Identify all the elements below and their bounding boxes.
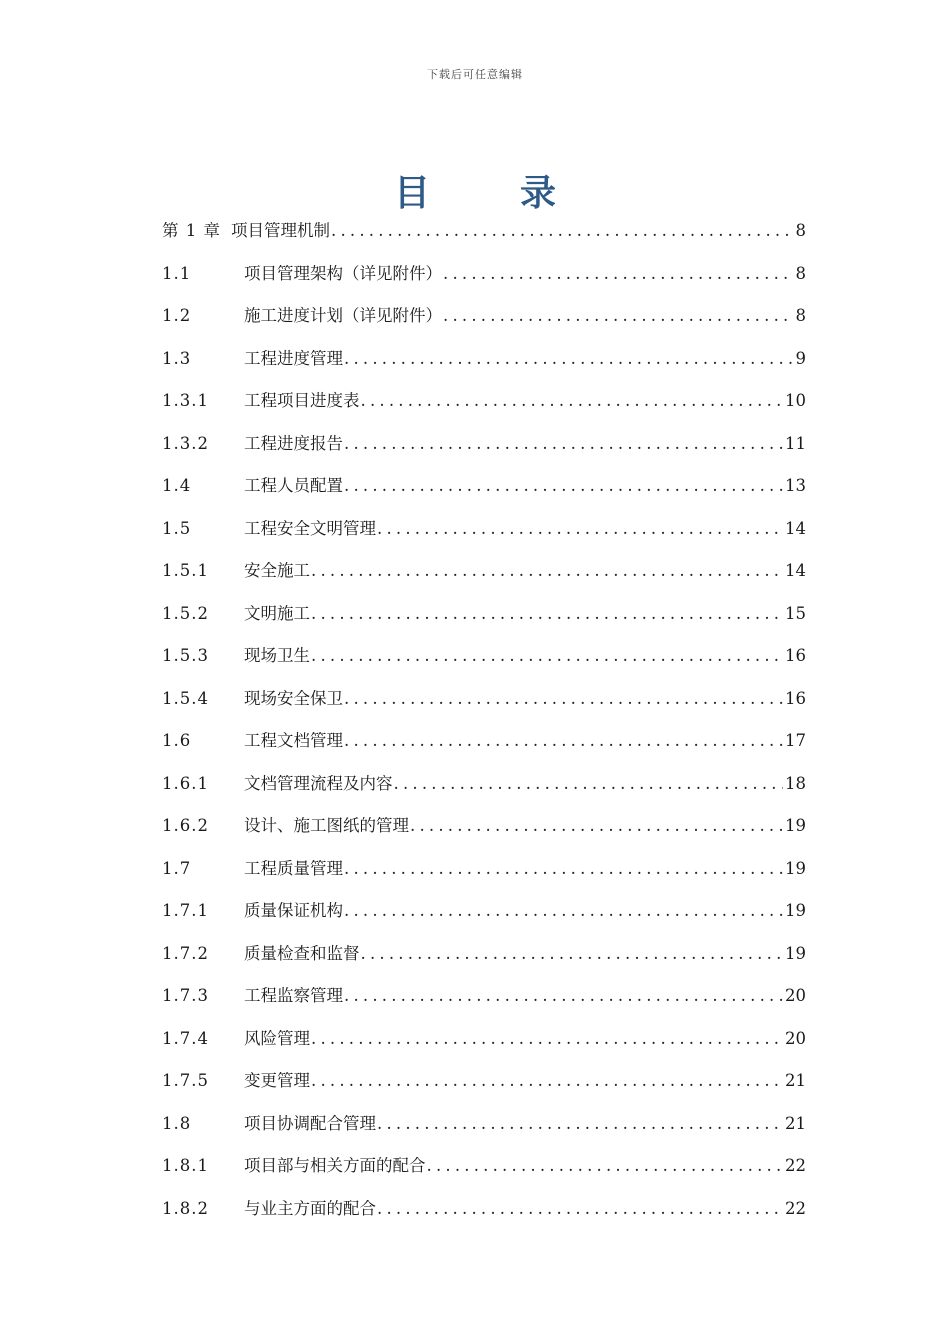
toc-entry-title: 变更管理 [244,1071,310,1090]
toc-entry-title: 施工进度计划（详见附件） [244,306,442,325]
toc-dot-leader [310,1018,783,1061]
toc-dot-leader [343,720,783,763]
toc-entry[interactable] [162,253,806,296]
toc-list [162,210,806,1230]
toc-entry-page: 9 [795,348,806,368]
toc-entry[interactable] [162,1188,806,1231]
toc-dot-leader [343,890,783,933]
toc-entry-title: 安全施工 [244,561,310,580]
toc-entry-number: 1.7.2 [162,943,209,963]
toc-entry-number: 第 1 章 [162,221,221,240]
toc-entry-number: 1.7.5 [162,1071,209,1090]
toc-dot-leader [310,635,783,678]
toc-entry-number: 1.7 [162,858,192,878]
toc-entry-title: 工程监察管理 [244,986,343,1005]
toc-dot-leader [442,295,794,338]
toc-entry-number: 1.7.4 [162,1028,209,1048]
toc-entry-number: 1.6.2 [162,816,209,835]
toc-dot-leader [343,338,794,381]
toc-entry-page: 17 [785,731,806,750]
toc-entry-number: 1.5.2 [162,603,209,623]
toc-entry[interactable] [162,1103,806,1146]
toc-entry[interactable] [162,210,806,253]
toc-entry-number: 1.7.1 [162,901,209,920]
toc-entry-title: 项目协调配合管理 [244,1113,376,1133]
toc-entry[interactable] [162,465,806,508]
toc-entry-page: 10 [785,391,806,410]
toc-entry[interactable] [162,593,806,636]
toc-entry-title: 质量保证机构 [244,901,343,920]
toc-entry-title: 现场卫生 [244,646,310,665]
toc-dot-leader [343,465,783,508]
toc-entry[interactable] [162,678,806,721]
toc-dot-leader [310,593,783,636]
toc-dot-leader [409,805,783,848]
toc-entry[interactable] [162,295,806,338]
toc-entry[interactable] [162,1018,806,1061]
toc-entry-title: 工程进度报告 [244,433,343,453]
toc-title-left: 目 [393,173,430,214]
toc-entry-title: 项目管理机制 [231,221,330,240]
toc-entry[interactable] [162,1145,806,1188]
toc-entry-title: 工程文档管理 [244,731,343,750]
toc-entry-page: 16 [785,688,806,708]
toc-entry-page: 13 [785,476,806,495]
toc-entry[interactable] [162,890,806,933]
toc-entry-number: 1.6 [162,731,192,750]
toc-dot-leader [426,1145,784,1188]
toc-entry[interactable] [162,720,806,763]
toc-entry-page: 21 [785,1113,806,1133]
toc-entry-title: 项目部与相关方面的配合 [244,1156,426,1175]
toc-entry-page: 20 [785,986,806,1005]
toc-entry-page: 21 [785,1071,806,1090]
toc-entry-title: 工程进度管理 [244,348,343,368]
toc-entry-page: 18 [785,773,806,793]
toc-entry-number: 1.3 [162,348,192,368]
toc-dot-leader [376,1188,783,1231]
toc-dot-leader [376,1103,783,1146]
toc-entry[interactable] [162,1060,806,1103]
toc-entry[interactable] [162,763,806,806]
toc-entry[interactable] [162,848,806,891]
toc-entry-page: 15 [785,603,806,623]
toc-entry-title: 文明施工 [244,603,310,623]
toc-dot-leader [376,508,783,551]
toc-dot-leader [360,933,784,976]
toc-entry-number: 1.5.1 [162,561,209,580]
toc-entry-page: 19 [785,816,806,835]
toc-entry[interactable] [162,380,806,423]
toc-entry-page: 14 [785,561,806,580]
toc-entry[interactable] [162,805,806,848]
toc-entry-page: 11 [785,433,806,453]
toc-entry[interactable] [162,508,806,551]
toc-entry-title: 工程人员配置 [244,476,343,495]
toc-entry-title: 工程安全文明管理 [244,518,376,538]
toc-entry-number: 1.6.1 [162,773,209,793]
toc-dot-leader [343,975,783,1018]
toc-dot-leader [310,1060,783,1103]
toc-title [0,165,950,216]
toc-entry[interactable] [162,975,806,1018]
toc-entry-title: 文档管理流程及内容 [244,773,393,793]
toc-entry[interactable] [162,338,806,381]
toc-entry-number: 1.4 [162,476,192,495]
toc-entry-title: 质量检查和监督 [244,943,360,963]
toc-entry-title: 现场安全保卫 [244,688,343,708]
toc-entry-page: 8 [795,221,806,240]
toc-entry-title: 风险管理 [244,1028,310,1048]
toc-entry-title: 与业主方面的配合 [244,1198,376,1218]
toc-dot-leader [442,253,794,296]
header-note: 下载后可任意编辑 [427,68,523,81]
toc-entry-number: 1.5 [162,518,192,538]
toc-entry-number: 1.8.1 [162,1156,209,1175]
toc-entry-number: 1.8.2 [162,1198,209,1218]
toc-entry-title: 项目管理架构（详见附件） [244,263,442,283]
toc-entry-number: 1.8 [162,1113,192,1133]
toc-entry-number: 1.7.3 [162,986,209,1005]
toc-entry-page: 19 [785,901,806,920]
toc-dot-leader [310,550,783,593]
toc-entry-page: 19 [785,943,806,963]
toc-entry-page: 8 [795,306,806,325]
toc-dot-leader [393,763,784,806]
toc-entry-page: 8 [795,263,806,283]
toc-entry[interactable] [162,550,806,593]
toc-dot-leader [343,423,783,466]
toc-entry[interactable] [162,933,806,976]
toc-entry-page: 19 [785,858,806,878]
toc-entry-number: 1.5.3 [162,646,209,665]
toc-dot-leader [360,380,784,423]
toc-dot-leader [343,848,783,891]
toc-entry-page: 20 [785,1028,806,1048]
toc-entry-page: 22 [785,1198,806,1218]
toc-entry-number: 1.1 [162,263,192,283]
toc-dot-leader [343,678,783,721]
toc-entry-title: 设计、施工图纸的管理 [244,816,409,835]
toc-entry-number: 1.3.1 [162,391,209,410]
toc-entry-number: 1.2 [162,306,192,325]
toc-entry-title: 工程项目进度表 [244,391,360,410]
toc-entry-page: 22 [785,1156,806,1175]
toc-entry[interactable] [162,635,806,678]
toc-title-right: 录 [520,173,557,214]
toc-entry-page: 16 [785,646,806,665]
toc-dot-leader [330,210,794,253]
toc-entry-title: 工程质量管理 [244,858,343,878]
toc-entry-number: 1.5.4 [162,688,209,708]
toc-entry[interactable] [162,423,806,466]
toc-entry-page: 14 [785,518,806,538]
toc-entry-number: 1.3.2 [162,433,209,453]
